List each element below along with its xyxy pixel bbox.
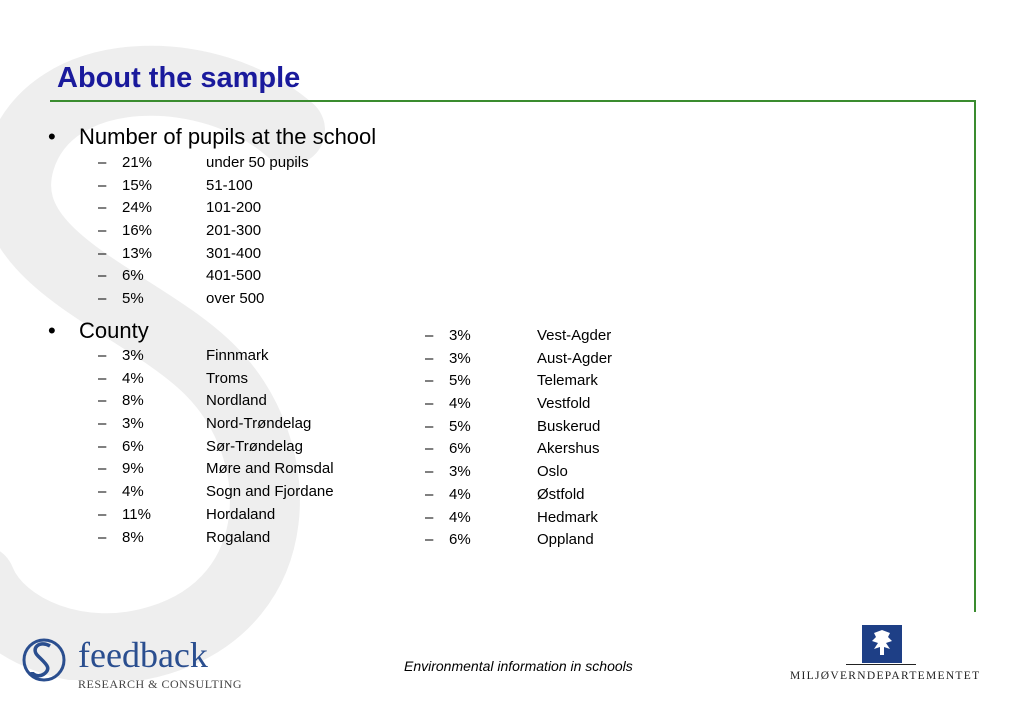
item-label: Sogn and Fjordane (206, 483, 334, 501)
item-label: 201-300 (206, 222, 262, 240)
item-label: 401-500 (206, 267, 262, 285)
list-item (425, 507, 598, 530)
list-item (425, 461, 568, 484)
item-label: Østfold (537, 485, 585, 503)
item-label: Hedmark (537, 508, 598, 526)
dash-marker: – (425, 531, 434, 549)
item-label: Nord-Trøndelag (206, 415, 312, 433)
bullet-dot: • (48, 124, 56, 149)
dash-marker: – (98, 505, 107, 523)
item-label: Hordaland (206, 505, 276, 523)
list-item (98, 288, 265, 311)
dash-marker: – (98, 347, 107, 364)
list-item (425, 484, 585, 507)
bullet-dot: • (48, 318, 56, 343)
dash-marker: – (425, 349, 434, 367)
item-percent: 3% (449, 463, 471, 481)
item-label: Aust-Agder (537, 349, 613, 367)
dash-marker: – (98, 290, 107, 308)
item-percent: 3% (122, 415, 144, 433)
item-percent: 6% (449, 531, 471, 549)
item-label: Finnmark (206, 347, 269, 364)
list-item (98, 175, 253, 198)
pupils-list (98, 152, 309, 311)
dash-marker: – (98, 528, 107, 546)
ministry-name: MILJØVERNDEPARTEMENTET (790, 670, 981, 682)
dash-marker: – (425, 417, 434, 435)
county-list-right (425, 325, 613, 552)
dash-marker: – (98, 222, 107, 240)
dash-marker: – (425, 440, 434, 458)
dash-marker: – (425, 327, 434, 344)
dash-marker: – (98, 392, 107, 410)
dash-marker: – (425, 395, 434, 413)
pupils-heading: • Number of pupils at the school (48, 124, 377, 149)
footer-caption: Environmental information in schools (404, 658, 633, 674)
list-item (425, 348, 613, 371)
item-label: Oslo (537, 463, 568, 481)
feedback-logo-word: feedback (78, 635, 208, 675)
dash-marker: – (98, 267, 107, 285)
dash-marker: – (98, 483, 107, 501)
list-item (98, 243, 262, 266)
item-percent: 8% (122, 392, 144, 410)
norwegian-coat-of-arms-icon (862, 625, 902, 663)
item-percent: 16% (122, 222, 153, 240)
item-percent: 4% (449, 508, 471, 526)
list-item (98, 458, 334, 481)
item-label: Akershus (537, 440, 600, 458)
item-percent: 8% (122, 528, 144, 546)
list-item (425, 529, 594, 552)
item-label: Telemark (537, 372, 598, 390)
item-label: 51-100 (206, 176, 253, 194)
list-item (98, 368, 248, 391)
list-item (425, 325, 612, 348)
dash-marker: – (98, 199, 107, 217)
item-percent: 3% (449, 327, 471, 344)
item-label: Buskerud (537, 417, 601, 435)
dash-marker: – (425, 485, 434, 503)
dash-marker: – (98, 154, 107, 171)
item-label: over 500 (206, 290, 265, 308)
slide-title: About the sample (57, 62, 301, 94)
list-item (425, 393, 591, 416)
item-percent: 4% (122, 483, 144, 501)
item-label: Vest-Agder (537, 327, 612, 344)
item-percent: 11% (122, 505, 151, 523)
item-percent: 4% (449, 395, 471, 413)
dash-marker: – (425, 463, 434, 481)
item-percent: 6% (122, 437, 144, 455)
item-percent: 24% (122, 199, 153, 217)
county-list-left (98, 345, 334, 549)
item-label: 301-400 (206, 244, 262, 262)
item-percent: 13% (122, 244, 153, 262)
item-percent: 4% (449, 485, 471, 503)
item-label: under 50 pupils (206, 154, 309, 171)
ministry-rule (846, 664, 916, 665)
list-item (98, 527, 271, 550)
list-item (98, 345, 269, 368)
item-percent: 3% (122, 347, 144, 364)
dash-marker: – (98, 437, 107, 455)
item-percent: 15% (122, 176, 153, 194)
right-border-line (974, 100, 976, 612)
item-label: Rogaland (206, 528, 271, 546)
item-label: Møre and Romsdal (206, 460, 334, 478)
list-item (425, 370, 598, 393)
list-item (425, 438, 600, 461)
item-percent: 6% (449, 440, 471, 458)
list-item (98, 152, 309, 175)
item-label: Nordland (206, 392, 267, 410)
feedback-logo-subtitle: RESEARCH & CONSULTING (78, 677, 243, 691)
dash-marker: – (98, 176, 107, 194)
dash-marker: – (425, 372, 434, 390)
item-label: Vestfold (537, 395, 591, 413)
item-percent: 5% (449, 372, 471, 390)
item-label: Oppland (537, 531, 594, 549)
list-item (98, 265, 262, 288)
item-label: Sør-Trøndelag (206, 437, 303, 455)
dash-marker: – (425, 508, 434, 526)
item-label: 101-200 (206, 199, 262, 217)
list-item (98, 504, 276, 527)
item-percent: 4% (122, 369, 144, 387)
dash-marker: – (98, 460, 107, 478)
list-item (425, 416, 601, 439)
item-percent: 6% (122, 267, 144, 285)
list-item (98, 413, 312, 436)
item-percent: 5% (122, 290, 144, 308)
item-percent: 21% (122, 154, 153, 171)
item-label: Troms (206, 369, 248, 387)
list-item (98, 220, 262, 243)
list-item (98, 436, 303, 459)
dash-marker: – (98, 244, 107, 262)
county-heading: • County (48, 318, 149, 343)
list-item (98, 481, 334, 504)
list-item (98, 197, 262, 220)
item-percent: 9% (122, 460, 144, 478)
list-item (98, 390, 267, 413)
dash-marker: – (98, 415, 107, 433)
item-percent: 5% (449, 417, 471, 435)
item-percent: 3% (449, 349, 471, 367)
dash-marker: – (98, 369, 107, 387)
title-divider (50, 100, 976, 102)
